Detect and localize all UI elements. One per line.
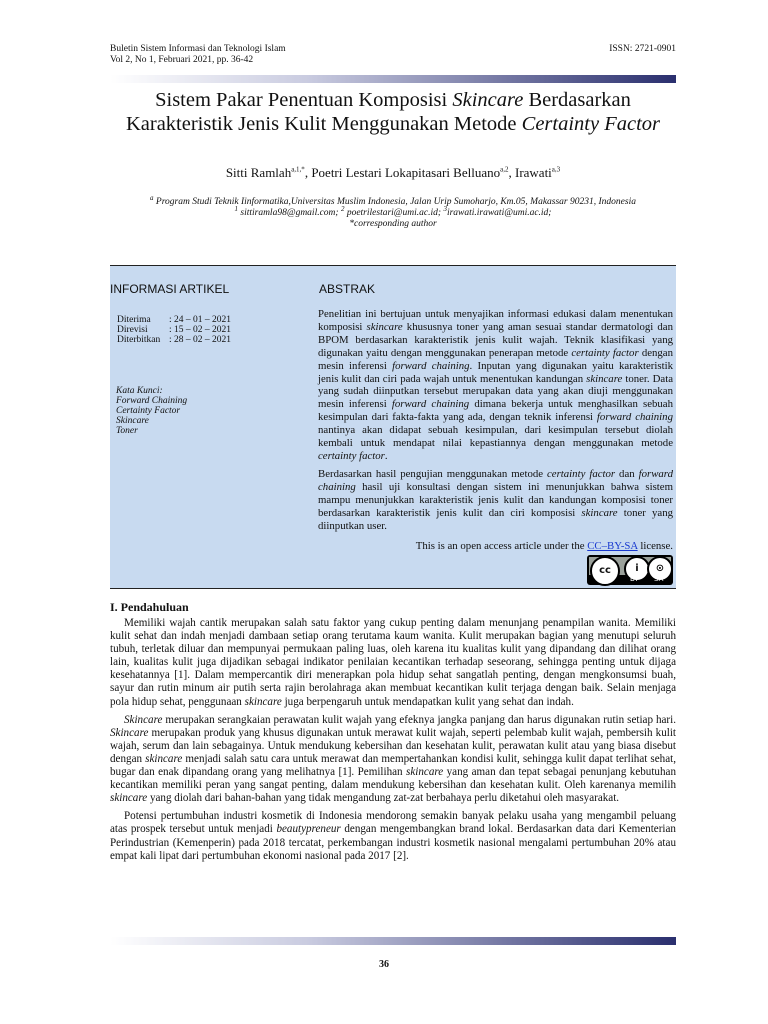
text-run: juga berpengaruh untuk mendapatkan kulit yang sehat dan indah. <box>281 695 574 708</box>
affiliation-block <box>110 193 676 230</box>
header-divider-bar <box>110 75 676 83</box>
title-italic-1: Skincare <box>452 89 524 111</box>
author-1-sup: a,1,* <box>291 165 305 174</box>
corresponding-author-note: *corresponding author <box>349 219 437 229</box>
by-label: BY <box>630 575 639 583</box>
body-paragraph <box>110 617 676 709</box>
text-run: hasil uji konsultasi dengan sistem ini menunjukkan bahwa sistem mampu menunjukkan karakteristik jenis kulit dan kandungan komposisi toner berdasarkan karakteristik jenis kulit dan ciri komposisi <box>318 480 673 519</box>
author-1: Sitti Ramlah <box>225 165 292 180</box>
italic-term: skincare <box>145 752 183 765</box>
italic-term: forward chaining <box>318 467 673 493</box>
page-number: 36 <box>379 959 389 970</box>
text-run: yang aman dan tepat sebagai penunjang kebutuhan kecantikan memiliki peran yang sangat penting, dalam mendukung kebersihan dan kesehatan kulit. Oleh karenanya memilih <box>110 766 676 792</box>
keyword: Skincare <box>116 416 149 426</box>
date-row: Direvisi : 15 – 02 – 2021 <box>117 325 232 335</box>
cc-logo-icon: cc <box>590 556 620 586</box>
paper-title <box>110 88 676 136</box>
license-note: This is an open access article under the CC–BY-SA license. <box>415 540 673 552</box>
keyword: Certainty Factor <box>116 406 181 416</box>
text-run: . <box>384 449 388 462</box>
text-run: dan <box>615 467 639 480</box>
body-paragraph <box>110 714 676 806</box>
title-part-1: Sistem Pakar Penentuan Komposisi <box>155 89 453 111</box>
text-run: Memiliki wajah cantik merupakan salah satu faktor yang cukup penting dalam menunjang penampilan wanita. Memiliki kulit sehat dan indah menjadi dambaan setiap orang terutama kaum wanita. Kulit merupakan bagian yang menutupi seluruh tubuh, terletak diluar dan mempunyai permukaan paling luas, oleh karena itu kualitas kulit yang dipandang dan dilihat orang lain, kualitas kulit juga dijadikan sebagai indikator penilaian kecantikan terhadap seseorang, sehingga penting untuk dijaga kesehatannya [1]. Dalam mempercantik diri menerapkan pola hidup sehat sangatlah penting, dengan mengkonsumsi buah, sayur dan rutin minum air putih serta rajin berolahraga akan membuat kecantikan kulit terjaga dengan baik. Selain menjaga pola hidup sehat, penggunaan <box>110 617 676 708</box>
italic-term: skincare <box>366 320 403 333</box>
italic-term: Skincare <box>110 726 149 739</box>
article-dates <box>117 315 231 345</box>
section-heading: I. Pendahuluan <box>110 600 189 614</box>
text-run: . Inputan yang digunakan yaitu karakteristik jenis kulit dan ciri pada wajah untuk menentukan kandungan <box>318 359 673 385</box>
text-run: dengan mesin inferensi <box>318 346 673 372</box>
text-run: Berdasarkan hasil pengujian menggunakan metode <box>318 467 547 480</box>
keywords-label: Kata Kunci: <box>116 386 163 396</box>
text-run: toner. Data yang sudah diinputkan tersebut merupakan data yang akan diuji menggunakan mesin inferensi <box>318 372 673 411</box>
sa-label: SA <box>654 575 664 583</box>
article-info-heading: INFORMASI ARTIKEL <box>110 282 230 296</box>
italic-term: certainty factor <box>547 467 616 480</box>
date-row: Diterbitkan : 28 – 02 – 2021 <box>117 335 232 345</box>
author-2-sup: a,2 <box>500 165 509 174</box>
title-italic-2: Certainty Factor <box>521 113 661 135</box>
italic-term: certainty factor <box>571 346 639 359</box>
body-paragraph <box>110 810 676 862</box>
abstract-paragraph <box>318 468 673 533</box>
cc-by-sa-badge[interactable] <box>587 555 673 585</box>
keywords-block <box>116 386 187 436</box>
article-info-box <box>110 265 676 589</box>
author-3: , Irawati <box>508 165 552 180</box>
text-run: yang diolah dari bahan-bahan yang tidak mengandung zat-zat berbahaya perlu diketahui oleh masyarakat. <box>147 792 620 805</box>
footer-divider-bar <box>110 937 676 945</box>
license-link[interactable]: CC–BY-SA <box>587 540 638 552</box>
text-run: Potensi pertumbuhan industri kosmetik di Indonesia mendorong semakin banyak pelaku usaha yang mengambil peluang atas prospek tersebut untuk menjadi <box>110 810 676 836</box>
issn: ISSN: 2721-0901 <box>609 44 676 54</box>
text-run: dimana bekerja untuk menghasilkan sebuah kesimpulan dari fakta-fakta yang ada, dengan teknik inferensi <box>318 398 673 424</box>
text-run: menjadi salah satu cara untuk merawat dan mempertahankan kondisi kulit, sehingga kulit dapat terlihat sehat, bugar dan enak dipandang orang yang melihatnya [1]. Pemilihan <box>110 752 677 779</box>
title-part-2: Berdasarkan Karakteristik Jenis Kulit Menggunakan Metode <box>125 89 631 135</box>
italic-term: certainty factor <box>318 449 385 462</box>
date-row: Diterima : 24 – 01 – 2021 <box>117 315 232 325</box>
italic-term: forward chaining <box>392 359 470 372</box>
text-run: merupakan serangkaian perawatan kulit wajah yang efeknya jangka panjang dan harus digunakan rutin setiap hari. <box>162 713 676 726</box>
text-run: khususnya toner yang aman sesuai standar dermatologi dan BPOM berdasarkan karakteristik jenis kulit wajah. Teknik klasifikasi yang digunakan yaitu dengan menggunakan penerapan metode <box>318 320 673 359</box>
journal-header <box>110 44 286 66</box>
email-3: irawati.irawati@umi.ac.id; <box>446 208 552 218</box>
italic-term: skincare <box>586 372 623 385</box>
text-run: toner yang diinputkan user. <box>318 506 673 532</box>
email-2: poetrilestari@umi.ac.id; <box>344 208 444 218</box>
author-list <box>110 165 676 181</box>
email-line: $^1$ sittiramla98@gmail.com; $^2$ poetrilestari@umi.ac.id; $^3$irawati.irawati@umi.ac.id; <box>234 204 552 218</box>
text-run: nantinya akan didapat sebuah kesimpulan, dari kesimpulan tersebut diolah kembali untuk mendapat nilai kepastiannya dengan menggunakan metode <box>318 424 673 450</box>
author-2: , Poetri Lestari Lokapitasari Belluano <box>304 165 501 180</box>
italic-term: skincare <box>244 695 282 708</box>
affiliation-line: $^a$ Program Studi Teknik Iinformatika,Universitas Muslim Indonesia, Jalan Urip Sumoharjo, Km.05, Makassar 90231, Indonesia <box>150 193 636 207</box>
italic-term: skincare <box>406 766 444 779</box>
abstract-heading: ABSTRAK <box>319 282 376 296</box>
attribution-icon: i <box>624 556 650 582</box>
italic-term: skincare <box>581 506 618 519</box>
text-run: dengan mengembangkan brand lokal. Berdasarkan data dari Kementerian Perindustrian (Kemenperin) pada 2018 tercatat, perkembangan industri kosmetik nasional mengalami pertumbuhan 20% atau empat kali lipat dari pertumbuhan ekonomi nasional pada 2017 [2]. <box>110 823 676 862</box>
share-alike-icon: ⊙ <box>647 556 673 582</box>
italic-term: Skincare <box>124 713 163 726</box>
keyword: Toner <box>116 426 138 436</box>
author-3-sup: a,3 <box>551 165 561 174</box>
italic-term: forward chaining <box>391 398 470 411</box>
email-1: sittiramla98@gmail.com; <box>238 208 341 218</box>
abstract-paragraph <box>318 308 673 463</box>
keyword: Forward Chaining <box>116 396 188 406</box>
journal-volume: Vol 2, No 1, Februari 2021, pp. 36-42 <box>110 55 254 65</box>
abstract-text <box>318 308 673 537</box>
italic-term: forward chaining <box>596 411 673 424</box>
italic-term: skincare <box>110 792 148 805</box>
body-text <box>110 617 676 868</box>
italic-term: beautypreneur <box>276 823 341 836</box>
text-run: Penelitian ini bertujuan untuk menyajikan informasi edukasi dalam menentukan komposisi <box>318 308 673 333</box>
journal-name: Buletin Sistem Informasi dan Teknologi Islam <box>110 44 286 54</box>
text-run: merupakan produk yang khusus digunakan untuk merawat kulit wajah, seperti pelembab kulit wajah, pembersih kulit wajah, serum dan lain sebagainya. Untuk mendukung kebersihan dan kesehatan kulit, perawatan kulit atau yang biasa disebut dengan <box>110 726 676 765</box>
